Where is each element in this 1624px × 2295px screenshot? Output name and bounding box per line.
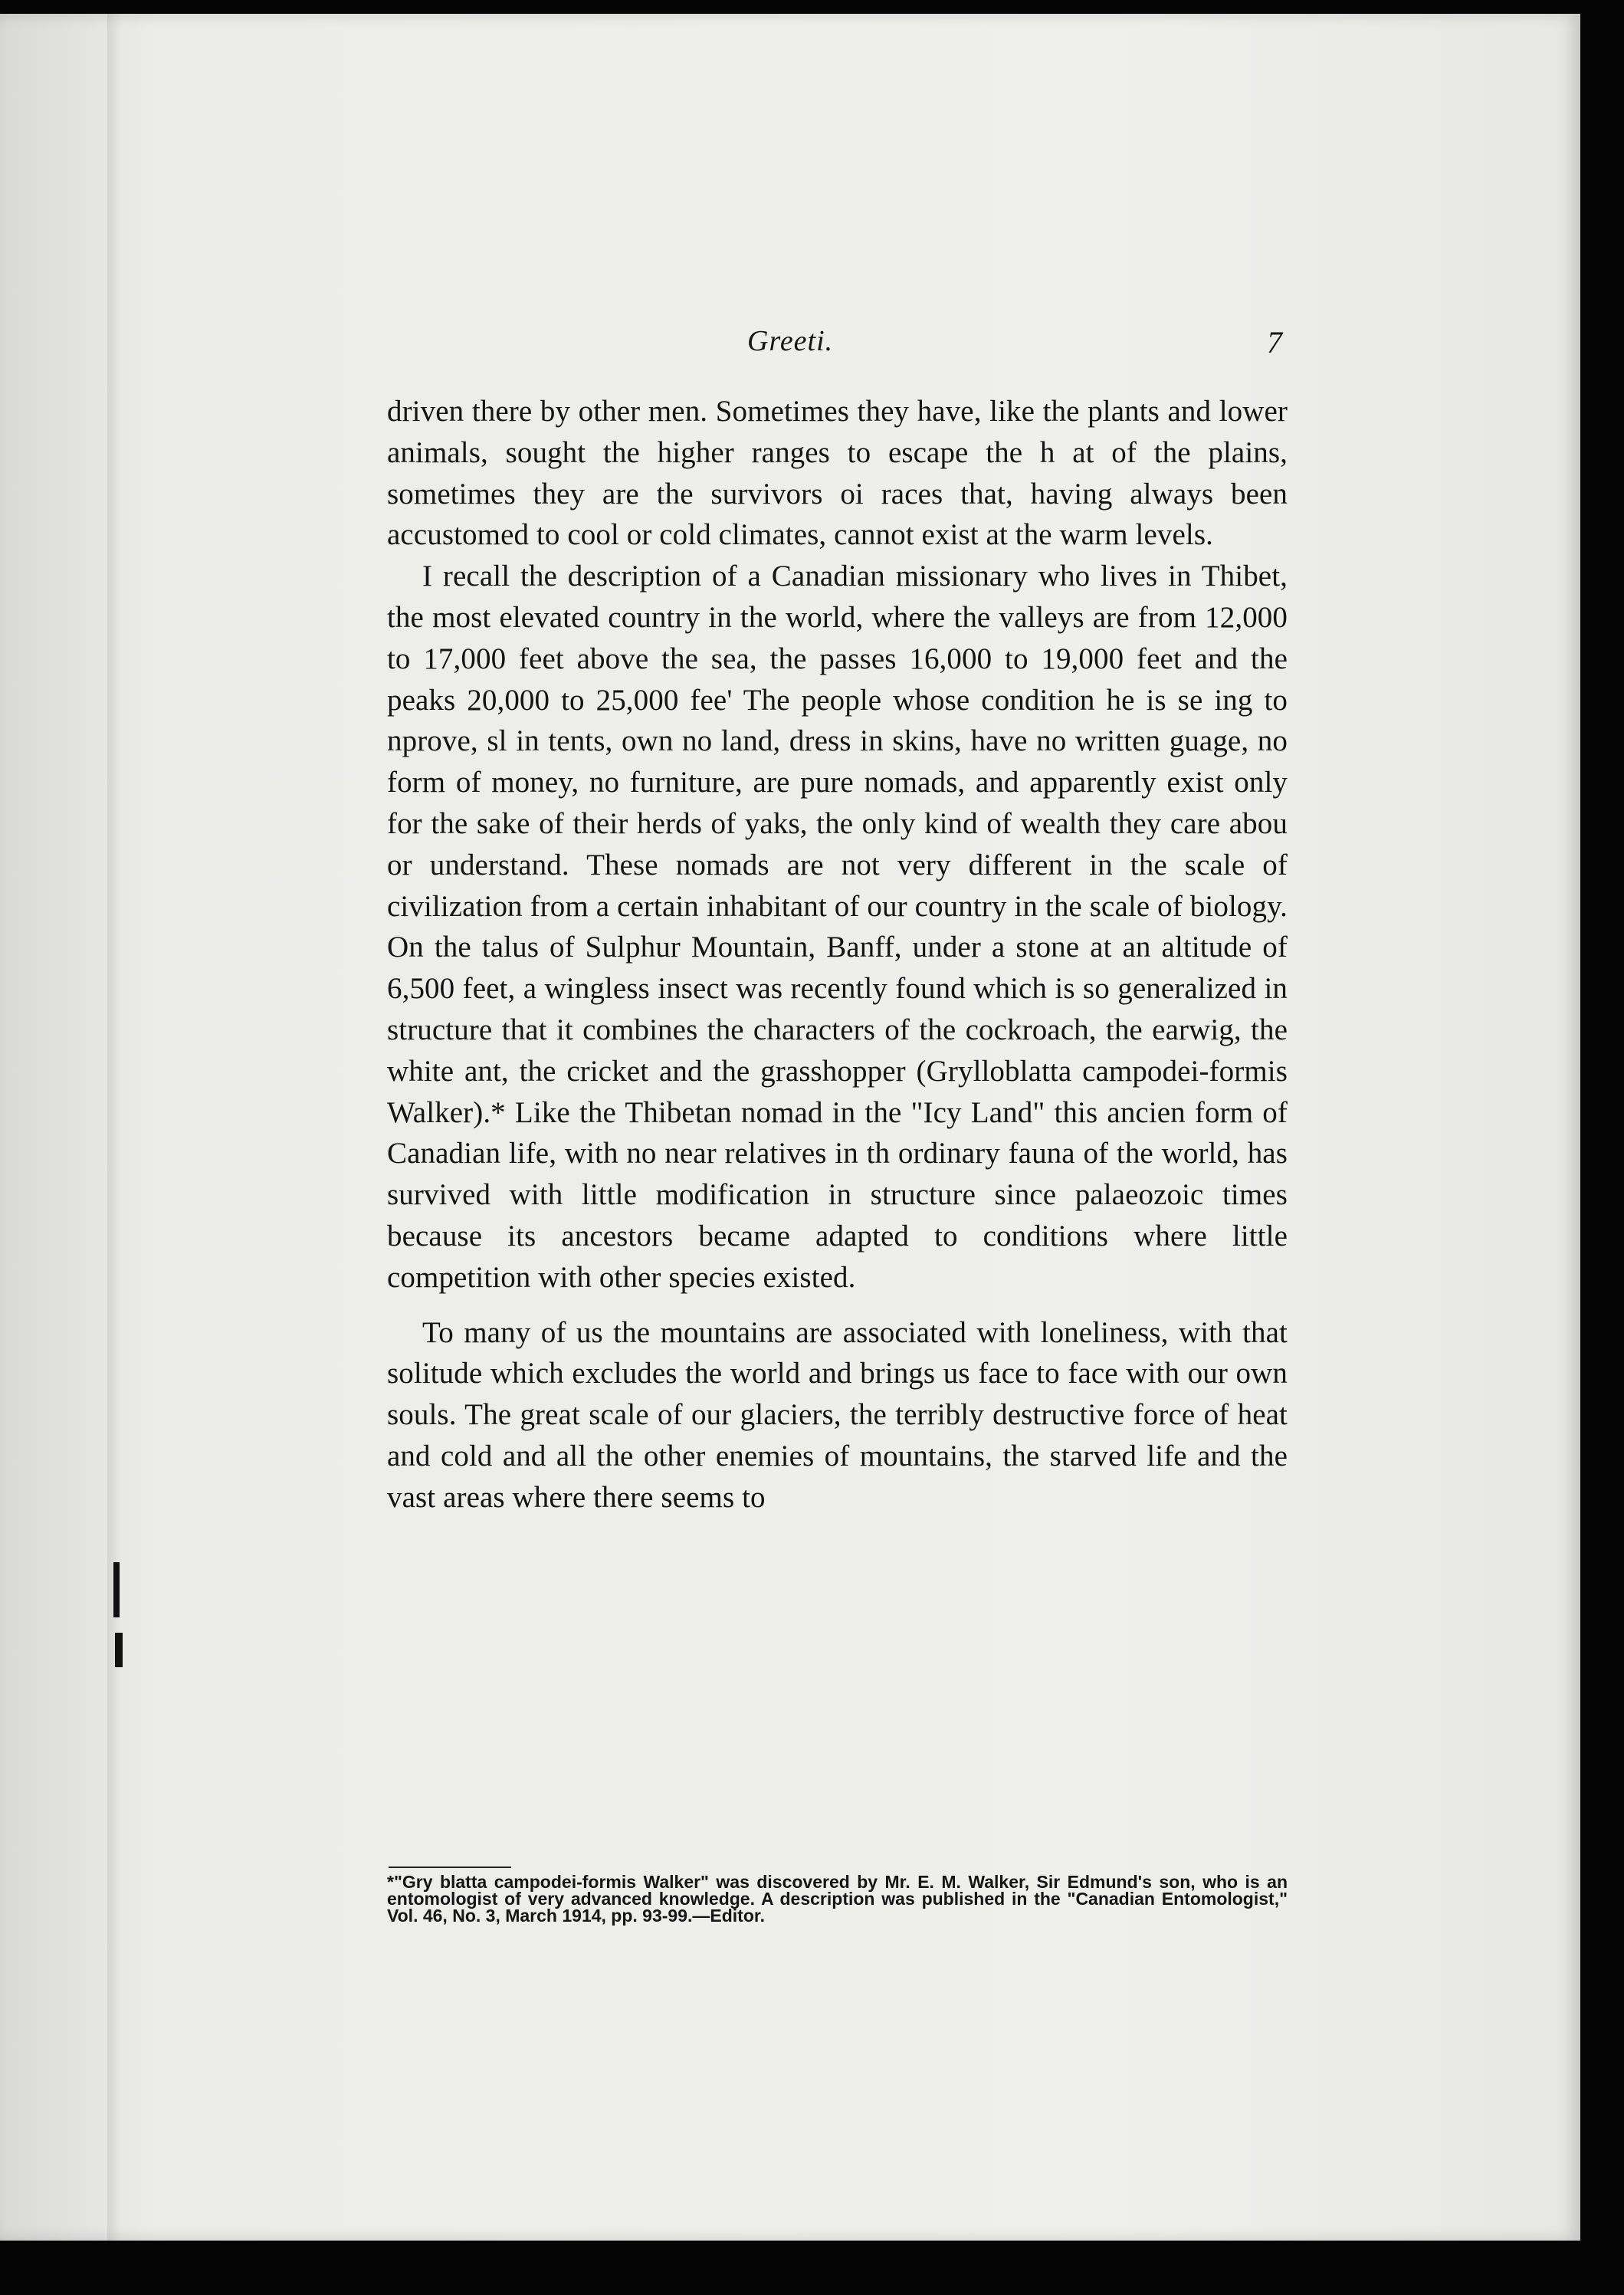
running-title: Greeti. [747, 325, 834, 357]
book-page [0, 14, 1580, 2241]
main-text [387, 391, 1288, 1519]
footnote: *"Gry blatta campodei-formis Walker" was discovered by Mr. E. M. Walker, Sir Edmund's son, who is an entomologist of very advanced knowledge. A description was published in the "Canadian Entomologist," Vol. 46, No. 3, March 1914, pp. 93-99.—Editor. [387, 1872, 1288, 1926]
running-head [387, 324, 1282, 370]
footnote-rule [389, 1867, 511, 1868]
scan-artifact-left-mark-1 [113, 1562, 120, 1617]
page-gutter-shadow [107, 14, 121, 2241]
scan-artifact-left-mark-2 [115, 1633, 123, 1667]
paragraph-1: driven there by other men. Sometimes they have, like the plants and lower animals, sought the higher ranges to escape the h at of the plains, sometimes they are the survivors oi races that, having always been accustomed to cool or cold climates, cannot exist at the warm levels. [387, 395, 1288, 552]
paragraph-2: I recall the description of a Canadian missionary who lives in Thibet, the most elevated country in the world, where the valleys are from 12,000 to 17,000 feet above the sea, the passes 16,000 to 19,000 feet and the peaks 20,000 to 25,000 fee' The people whose condition he is se ing to nprove, sl in tents, own no land, dress in skins, have no written guage, no form of money, no furniture, are pure nomads, and apparently exist only for the sake of their herds of yaks, the only kind of wealth they care abou or understand. These nomads are not very different in the scale of civilization from a certain inhabitant of our country in the scale of biology. On the talus of Sulphur Mountain, Banff, under a stone at an altitude of 6,500 feet, a wingless insect was recently found which is so generalized in structure that it combines the characters of the cockroach, the earwig, the white ant, the cricket and the grasshopper (Grylloblatta campodei-formis Walker).* Like the Thibetan nomad in the "Icy Land" this ancien form of Canadian life, with no near relatives in th ordinary fauna of the world, has survived with little modification in structure since palaeozoic times because its ancestors became adapted to conditions where little competition with other species existed. [387, 560, 1288, 1294]
paragraph-3: To many of us the mountains are associated with loneliness, with that solitude which excludes the world and brings us face to face with our own souls. The great scale of our glaciers, the terribly destructive force of heat and cold and all the other enemies of mountains, the starved life and the vast areas where there seems to [387, 1315, 1288, 1514]
page-number: 7 [1267, 325, 1282, 360]
